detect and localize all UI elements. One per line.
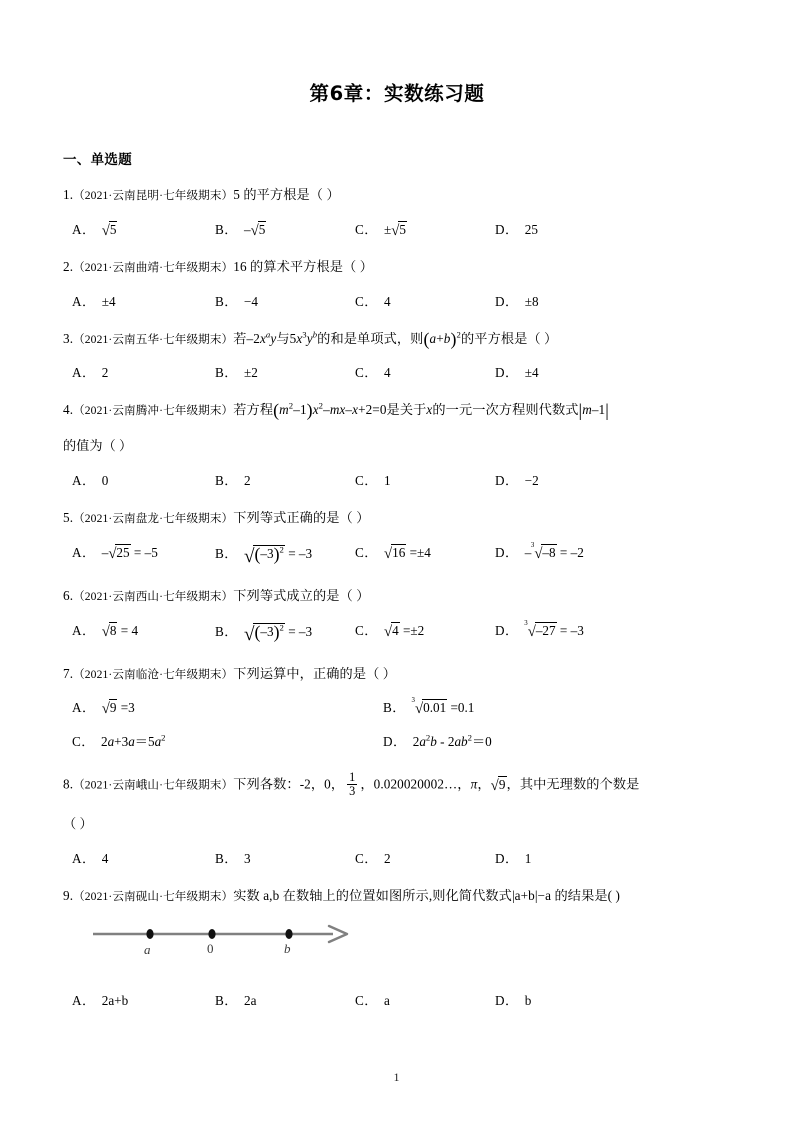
question-4-abs-expr: |m–1|	[578, 400, 609, 421]
question-2-source: （2021·云南曲靖·七年级期末）	[73, 260, 234, 274]
option-9-d-label: D．	[495, 992, 519, 1008]
option-1-c[interactable]	[355, 220, 407, 242]
option-2-c-value: 4	[383, 293, 391, 309]
option-4-a-label: A．	[72, 472, 96, 488]
option-5-b[interactable]	[215, 543, 312, 572]
question-1-source: （2021·云南昆明·七年级期末）	[73, 189, 234, 202]
option-4-c-label: C．	[355, 472, 378, 488]
question-3-source: （2021·云南五华·七年级期末）	[73, 332, 234, 346]
option-3-d[interactable]	[495, 363, 539, 383]
question-4	[63, 400, 731, 491]
question-6	[63, 586, 731, 647]
option-3-a[interactable]	[72, 363, 108, 383]
option-1-c-label: C．	[355, 221, 378, 237]
option-9-c-value: a	[383, 992, 390, 1008]
option-6-d[interactable]	[495, 621, 584, 643]
question-8-pi: π	[470, 776, 478, 792]
question-8-fraction-numerator: 1	[349, 770, 356, 785]
question-4-options	[63, 471, 731, 491]
question-3-mid2: 的和是单项式，则	[317, 330, 424, 346]
question-9-options	[63, 991, 731, 1011]
option-2-b[interactable]	[215, 292, 258, 312]
option-4-c-value: 1	[383, 472, 391, 488]
question-8-numlist1: -2，0，	[299, 776, 345, 792]
number-line-diagram	[89, 920, 369, 960]
question-4-var: x	[426, 402, 433, 418]
option-1-b-value: –√5	[243, 221, 266, 239]
question-8-options	[63, 849, 731, 869]
question-8	[63, 771, 731, 869]
option-4-d-label: D．	[495, 472, 519, 488]
option-7-a-label: A．	[72, 700, 96, 716]
question-3-options	[63, 363, 731, 383]
option-3-d-value: ±4	[524, 365, 539, 381]
option-9-d[interactable]	[495, 991, 531, 1011]
question-1	[63, 185, 731, 240]
page-number: 1	[393, 1070, 400, 1084]
question-2-stem	[63, 257, 731, 277]
option-4-d-value: −2	[524, 472, 539, 488]
question-7-options-row2	[63, 732, 731, 754]
option-5-c[interactable]	[355, 543, 431, 565]
question-8-prefix: 下列各数：	[233, 776, 300, 792]
option-8-d-label: D．	[495, 850, 519, 866]
question-5-number: 5.	[63, 509, 74, 525]
option-7-b-value: 3 √0.01 =0.1	[411, 697, 475, 718]
question-9-stem	[63, 886, 731, 906]
option-2-b-value: −4	[243, 293, 259, 309]
option-2-d-label: D．	[495, 293, 519, 309]
question-1-options	[63, 220, 731, 240]
number-line-label-zero: 0	[207, 940, 214, 956]
option-7-d[interactable]	[383, 732, 492, 752]
option-7-b[interactable]	[383, 698, 474, 720]
question-8-suffix: ，其中无理数的个数是	[506, 776, 640, 792]
question-7-text: 下列运算中，正确的是（ ）	[233, 665, 397, 681]
question-2-options	[63, 292, 731, 312]
option-3-a-label: A．	[72, 365, 96, 381]
option-8-b[interactable]	[215, 849, 251, 869]
option-4-b-value: 2	[243, 472, 251, 488]
option-8-c-label: C．	[355, 850, 378, 866]
option-6-a[interactable]	[72, 621, 138, 643]
question-5-options	[63, 543, 731, 569]
option-8-d-value: 1	[524, 850, 532, 866]
question-7-options-row1	[63, 698, 731, 720]
option-6-c-label: C．	[355, 622, 378, 638]
question-9	[63, 886, 731, 1011]
option-5-b-value: $√(-3)^2 = -3$	[243, 544, 313, 567]
option-2-d[interactable]	[495, 292, 539, 312]
number-line-point-b	[285, 929, 292, 939]
question-7-source: （2021·云南临沧·七年级期末）	[73, 667, 234, 681]
section-heading-single-choice: 一、单选题	[63, 152, 132, 168]
question-6-stem	[63, 586, 731, 606]
question-8-radical9: √9	[490, 776, 506, 795]
option-6-b-value: $√(-3)^2 = -3$	[243, 621, 313, 645]
option-8-c-value: 2	[383, 850, 391, 866]
question-6-number: 6.	[63, 587, 74, 603]
option-6-a-value: √8 = 4	[101, 622, 139, 640]
option-9-b-label: B．	[215, 992, 238, 1008]
question-9-text: 实数 a,b 在数轴上的位置如图所示,则化简代数式|a+b|−a 的结果是( )	[233, 887, 621, 903]
question-3-prefix: 若	[233, 330, 247, 346]
option-5-c-label: C．	[355, 544, 378, 560]
option-5-d[interactable]	[495, 543, 584, 565]
option-5-a-value: –√25 = –5	[101, 544, 158, 562]
option-1-a-value: √5	[101, 221, 117, 239]
option-7-b-label: B．	[383, 700, 406, 716]
question-4-mid: 是关于	[386, 402, 427, 418]
option-1-b-label: B．	[215, 221, 238, 237]
option-2-a-label: A．	[72, 293, 96, 309]
question-1-number: 1.	[63, 187, 74, 202]
option-8-c[interactable]	[355, 849, 391, 869]
question-3-expr1: $-2x^ay$	[246, 329, 277, 346]
option-4-b-label: B．	[215, 472, 238, 488]
question-3	[63, 329, 731, 384]
option-9-a[interactable]	[72, 991, 128, 1011]
option-7-d-value: $2a^2b - 2ab^2=0$	[412, 732, 492, 750]
option-3-a-value: 2	[101, 365, 109, 381]
question-4-mid2: 的一元一次方程则代数式	[432, 402, 579, 418]
option-5-c-value: √16 =±4	[383, 544, 431, 562]
question-4-prefix: 若方程	[233, 402, 274, 418]
question-9-number: 9.	[63, 887, 74, 903]
question-7	[63, 664, 731, 755]
question-8-number: 8.	[63, 776, 74, 792]
option-1-a[interactable]	[72, 220, 117, 242]
option-7-a-value: √9 =3	[101, 700, 135, 718]
option-6-c-value: √4 =±2	[383, 622, 425, 640]
option-9-b[interactable]	[215, 991, 256, 1011]
question-7-stem	[63, 664, 731, 684]
question-4-equation: $(m^2-1)x^2-mx-x+2=0$	[273, 400, 387, 421]
number-line-label-a: a	[144, 941, 151, 957]
option-1-d-label: D．	[495, 221, 519, 237]
option-7-d-label: D．	[383, 734, 407, 750]
question-4-stem-line2: 的值为（ ）	[63, 438, 133, 454]
option-5-d-value: – 3 √–8 = –2	[524, 541, 584, 562]
question-1-text: 5 的平方根是（ ）	[233, 187, 340, 202]
option-8-a-label: A．	[72, 850, 96, 866]
question-8-stem-line2: （ ）	[63, 816, 93, 832]
option-1-d-value: 25	[524, 221, 538, 237]
option-4-d[interactable]	[495, 471, 539, 491]
option-5-d-label: D．	[495, 544, 519, 560]
option-2-a[interactable]	[72, 292, 116, 312]
question-6-source: （2021·云南西山·七年级期末）	[73, 589, 234, 603]
option-6-d-label: D．	[495, 622, 519, 638]
option-5-a-label: A．	[72, 544, 96, 560]
option-4-a-value: 0	[101, 472, 109, 488]
option-8-b-label: B．	[215, 850, 238, 866]
question-9-source: （2021·云南砚山·七年级期末）	[73, 889, 234, 903]
page-content	[63, 0, 731, 1011]
question-8-stem	[63, 771, 731, 798]
page-title: 第6章：实数练习题	[309, 82, 485, 105]
option-9-c-label: C．	[355, 992, 378, 1008]
option-3-c-label: C．	[355, 365, 378, 381]
question-8-comma: ，	[477, 776, 491, 792]
option-8-b-value: 3	[243, 850, 251, 866]
option-4-c[interactable]	[355, 471, 391, 491]
option-5-b-label: B．	[215, 545, 238, 561]
option-2-d-value: ±8	[524, 293, 539, 309]
option-1-a-label: A．	[72, 221, 96, 237]
question-3-expr3: $(a+b)^2$	[423, 328, 461, 349]
question-4-stem	[63, 400, 731, 420]
option-7-c-label: C．	[72, 734, 95, 750]
option-9-b-value: 2a	[243, 992, 257, 1008]
option-1-c-value: ±√5	[383, 221, 406, 239]
question-3-suffix: 的平方根是（ ）	[460, 330, 558, 346]
number-line-point-zero	[208, 929, 215, 939]
question-8-source: （2021·云南峨山·七年级期末）	[73, 778, 234, 792]
option-8-a[interactable]	[72, 849, 108, 869]
question-2-number: 2.	[63, 258, 74, 274]
question-4-number: 4.	[63, 402, 74, 418]
number-line-label-b: b	[284, 940, 291, 956]
option-9-d-value: b	[524, 992, 532, 1008]
option-2-c-label: C．	[355, 293, 378, 309]
option-1-d[interactable]	[495, 220, 538, 240]
question-4-source: （2021·云南腾冲·七年级期末）	[73, 404, 234, 418]
option-6-a-label: A．	[72, 622, 96, 638]
option-3-b[interactable]	[215, 363, 258, 383]
option-2-a-value: ±4	[101, 293, 116, 309]
option-7-c-value: $2a+3a=5a^2$	[100, 732, 166, 750]
question-3-expr2: $5x^3y^b$	[289, 329, 318, 346]
question-3-mid: 与	[276, 330, 290, 346]
question-7-number: 7.	[63, 665, 74, 681]
option-9-a-value: 2a+b	[101, 992, 129, 1008]
option-6-b[interactable]	[215, 621, 312, 650]
option-3-c[interactable]	[355, 363, 391, 383]
option-3-d-label: D．	[495, 365, 519, 381]
option-8-d[interactable]	[495, 849, 531, 869]
option-2-c[interactable]	[355, 292, 391, 312]
question-5	[63, 508, 731, 569]
option-3-b-value: ±2	[243, 365, 258, 381]
option-4-b[interactable]	[215, 471, 251, 491]
question-5-source: （2021·云南盘龙·七年级期末）	[73, 511, 234, 525]
option-7-a[interactable]	[72, 698, 135, 720]
option-3-c-value: 4	[383, 365, 391, 381]
option-4-a[interactable]	[72, 471, 108, 491]
question-8-fraction	[347, 771, 357, 798]
option-7-c[interactable]	[72, 732, 166, 752]
question-5-stem	[63, 508, 731, 528]
option-9-a-label: A．	[72, 992, 96, 1008]
option-6-c[interactable]	[355, 621, 424, 643]
question-6-options	[63, 621, 731, 647]
option-9-c[interactable]	[355, 991, 390, 1011]
question-8-fraction-denominator: 3	[349, 784, 356, 799]
question-3-stem	[63, 329, 731, 349]
question-9-figure	[63, 920, 731, 976]
option-6-b-label: B．	[215, 623, 238, 639]
option-1-b[interactable]	[215, 220, 266, 242]
option-5-a[interactable]	[72, 543, 158, 565]
option-6-d-value: 3 √–27 = –3	[524, 619, 584, 640]
question-2	[63, 257, 731, 312]
question-6-text: 下列等式成立的是（ ）	[233, 587, 370, 603]
option-3-b-label: B．	[215, 365, 238, 381]
question-8-numlist2: ，0.020020002…，	[360, 776, 471, 792]
question-2-text: 16 的算术平方根是（ ）	[233, 258, 374, 274]
question-3-number: 3.	[63, 330, 74, 346]
option-8-a-value: 4	[101, 850, 109, 866]
question-1-stem	[63, 185, 731, 205]
question-5-text: 下列等式正确的是（ ）	[233, 509, 370, 525]
option-2-b-label: B．	[215, 293, 238, 309]
number-line-point-a	[146, 929, 153, 939]
